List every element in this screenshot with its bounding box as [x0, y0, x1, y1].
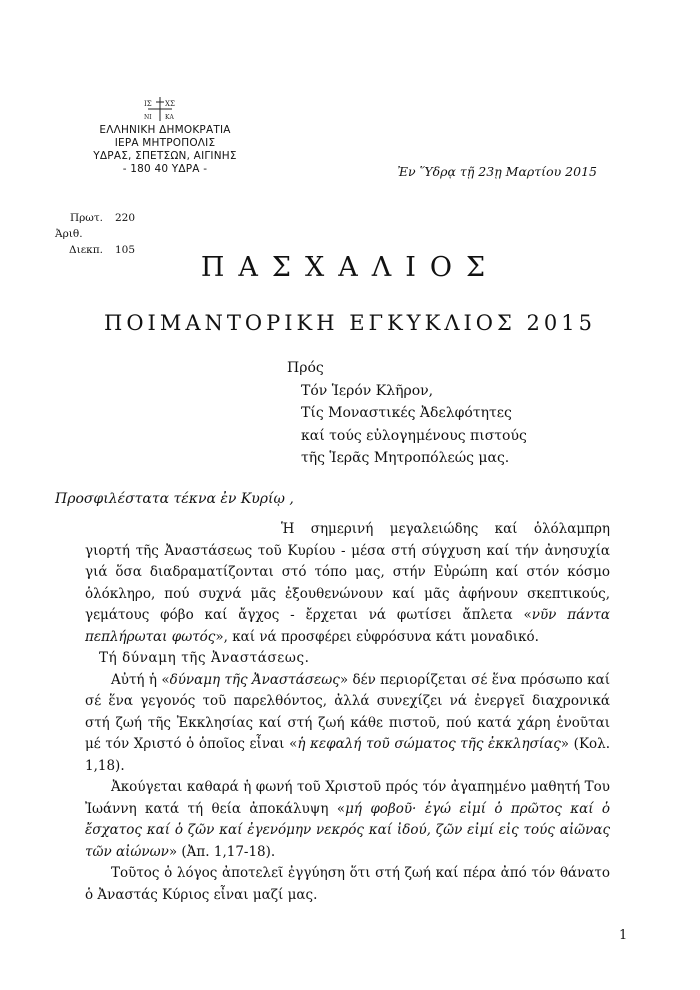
page-subtitle: ΠΟΙΜΑΝΤΟΡΙΚΗ ΕΓΚΥΚΛΙΟΣ 2015: [104, 311, 596, 335]
letterhead-line: ΕΛΛΗΝΙΚΗ ΔΗΜΟΚΡΑΤΙΑ: [99, 124, 231, 136]
ref-label: Διεκπ.: [69, 244, 103, 256]
church-seal-icon: [138, 96, 182, 122]
svg-text:ΧΣ: ΧΣ: [165, 100, 175, 108]
letter-body: [85, 519, 610, 906]
letterhead: [90, 124, 240, 176]
ref-value: 105: [115, 244, 136, 256]
protocol-refs: [55, 210, 135, 258]
quote: δύναμη τῆς Ἀναστάσεως: [169, 671, 340, 688]
recipients-block: [287, 357, 527, 470]
recipients-to: Πρός: [287, 360, 324, 376]
paragraph-text: Ἡ σημερινή μεγαλειώδης καί ὁλόλαμπρη γιορτή τῆς Ἀναστάσεως τοῦ Κυρίου - μέσα στή σύγχυση καί τήν ἀνησυχία γιά ὅσα διαδραματίζονται στό τόπο μας, στήν Εὐρώπη καί στόν κόσμο ὁλόκληρο, πού συχνά μᾶς ἐξουθενώνουν καί μᾶς ἀφήνουν σκεπτικούς, γεμάτους φόβο καί ἄγχος - ἔρχεται νά φωτίσει ἄπλετα «: [85, 521, 610, 623]
recipient-line: τῆς Ἱερᾶς Μητροπόλεώς μας.: [301, 450, 510, 466]
paragraph-text: » (Κολ. 1,18).: [85, 736, 611, 774]
date-line: Ἐν Ὕδρᾳ τῇ 23ῃ Μαρτίου 2015: [397, 164, 597, 179]
ref-row: [55, 210, 135, 226]
svg-text:ΙΣ: ΙΣ: [144, 100, 152, 108]
paragraph-text: Αὐτή ἡ «: [111, 671, 170, 688]
ref-row: [55, 226, 135, 242]
paragraph: Τοῦτος ὁ λόγος ἀποτελεῖ ἐγγύηση ὅτι στή ζωή καί πέρα ἀπό τόν θάνατο ὁ Ἀναστάς Κύριος εἶναι μαζί μας.: [85, 865, 610, 903]
recipient-line: καί τούς εὐλογημένους πιστούς: [301, 427, 527, 444]
quote: νῦν πάντα πεπλήρωται φωτός: [85, 607, 610, 645]
paragraph-text: » (Ἀπ. 1,17-18).: [168, 843, 276, 860]
paragraph-text: Ἀκούγεται καθαρά ἡ φωνή τοῦ Χριστοῦ πρός τόν ἀγαπημένο μαθητή Του Ἰωάννη κατά τή θεία ἀποκάλυψη «: [85, 779, 610, 817]
letterhead-line: ΥΔΡΑΣ, ΣΠΕΤΣΩΝ, ΑΙΓΙΝΗΣ: [93, 150, 237, 162]
letterhead-line: - 180 40 ΥΔΡΑ -: [122, 163, 208, 175]
section-heading: Τή δύναμη τῆς Ἀναστάσεως.: [99, 650, 310, 666]
ref-label: Πρωτ.: [69, 212, 103, 224]
quote: ἡ κεφαλή τοῦ σώματος τῆς ἐκκλησίας: [297, 736, 561, 752]
ref-label: Ἀριθ.: [55, 228, 83, 240]
quote: μή φοβοῦ· ἐγώ εἰμί ὁ πρῶτος καί ὁ ἔσχατος καί ὁ ζῶν καί ἐγενόμην νεκρός καί ἰδού, ζῶν εἰμί εἰς τούς αἰῶνας τῶν αἰώνων: [85, 800, 610, 860]
letterhead-line: ΙΕΡΑ ΜΗΤΡΟΠΟΛΙΣ: [114, 137, 216, 149]
paragraph: [85, 777, 610, 863]
paragraph: [85, 670, 610, 778]
paragraph: [85, 519, 610, 648]
page-title: ΠΑΣΧΑΛΙΟΣ: [200, 252, 500, 283]
paragraph-text: », καί νά προσφέρει εὐφρόσυνα κάτι μοναδικό.: [215, 628, 539, 645]
ref-value: 220: [115, 212, 136, 224]
page-number: 1: [619, 928, 628, 943]
recipient-line: Τόν Ἱερόν Κλῆρον,: [301, 382, 434, 399]
svg-text:ΝΙ: ΝΙ: [144, 114, 152, 121]
salutation: Προσφιλέστατα τέκνα ἐν Κυρίῳ ,: [55, 491, 294, 507]
recipient-line: Τίς Μοναστικές Ἀδελφότητες: [301, 405, 512, 421]
paragraph-text: » δέν περιορίζεται σέ ἕνα πρόσωπο καί σέ ἕνα γεγονός τοῦ παρελθόντος, ἀλλά συνεχίζει νά ἐνεργεῖ διαχρονικά στή ζωή τῆς Ἐκκλησίας καί στή ζωή κάθε πιστοῦ, πού κατά χάρη ἑνοῦται μέ τόν Χριστό ὁ ὁποῖος εἶναι «: [85, 671, 611, 752]
svg-text:ΚΑ: ΚΑ: [165, 114, 174, 121]
